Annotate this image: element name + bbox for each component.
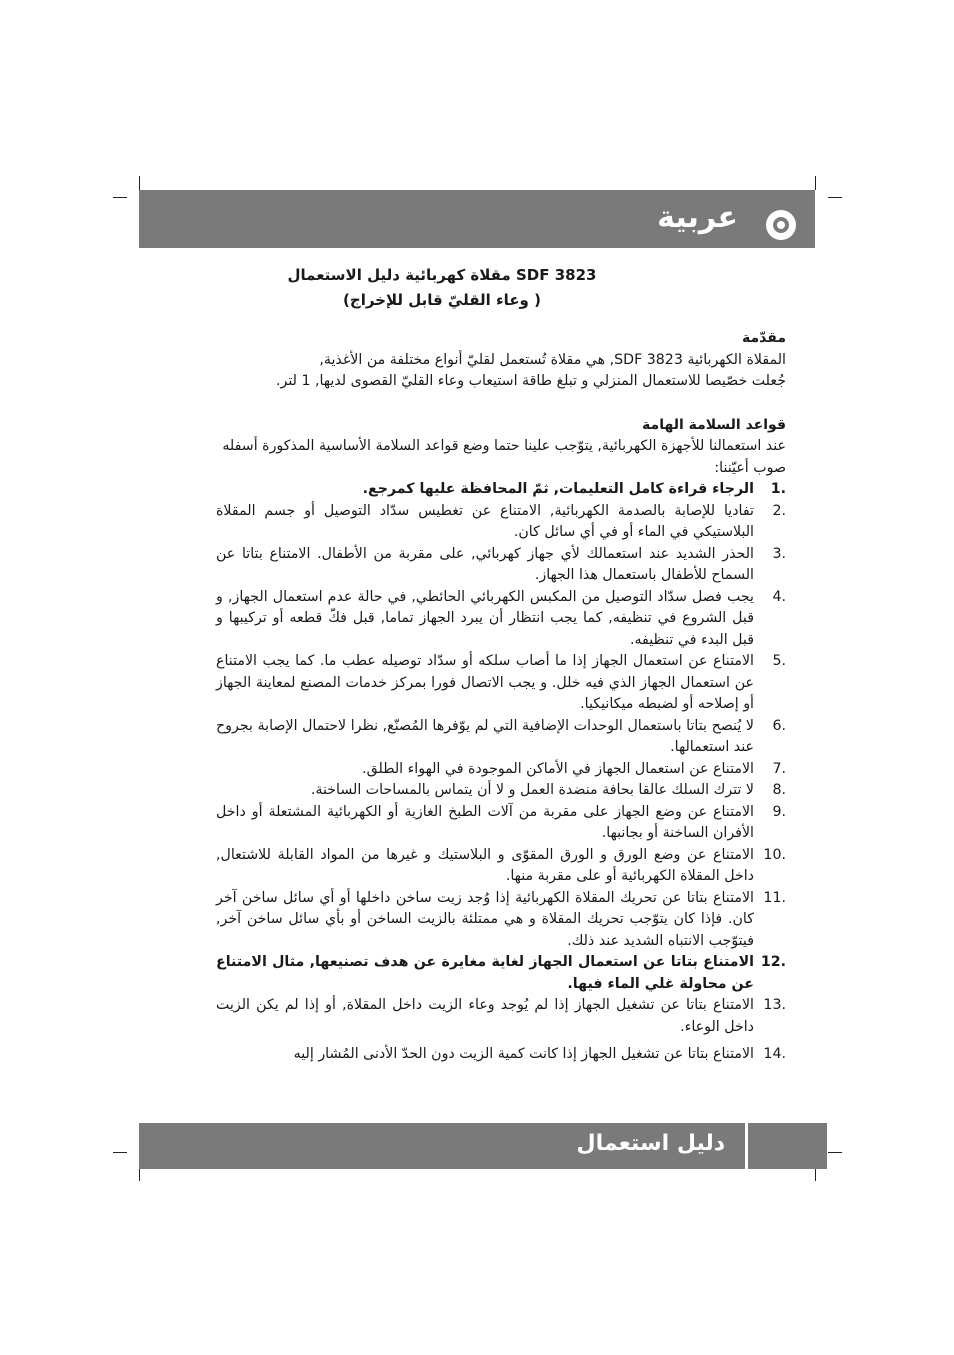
safety-rule-7 — [216, 759, 786, 781]
crop-mark-top-right — [815, 176, 816, 190]
crop-mark-top-left-h — [113, 197, 127, 198]
rule-number: 2. — [772, 502, 786, 519]
safety-rule-5 — [216, 651, 786, 716]
rule-text: تفاديا للإصابة بالصدمة الكهربائية, الامتناع عن تغطيس سدّاد التوصيل أو جسم المقلاة البلاستيكي في الماء أو في أي سائل كان. — [216, 502, 754, 540]
rule-text: الامتناع بتاتا عن تحريك المقلاة الكهربائية إذا وُجد زيت ساخن داخلها أو أي سائل ساخن آخر كان. فإذا كان يتوّجب تحريك المقلاة و هي ممتلئة بالزيت الساخن أو بأي سائل ساخن آخر, فيتوّجب الانتباه الشديد عند ذلك. — [216, 889, 754, 949]
safety-rule-2 — [216, 501, 786, 544]
rule-number: 6. — [772, 717, 786, 734]
footer-divider — [745, 1123, 748, 1169]
rule-number: 12. — [760, 954, 786, 970]
rule-text: لا تترك السلك عالقا بحافة منضدة العمل و لا أن يتماس بالمساحات الساخنة. — [310, 782, 754, 798]
footer-title: دليل استعمال — [576, 1131, 725, 1156]
rule-text: الرجاء قراءة كامل التعليمات, ثمّ المحافظة عليها كمرجع. — [362, 481, 754, 497]
rule-text: الامتناع عن وضع الورق و الورق المقوّى و البلاستيك و غيرها من المواد القابلة للاشتعال, داخل المقلاة الكهربائية أو على مقربة منها. — [216, 846, 754, 884]
brand-logo-dot — [777, 221, 785, 229]
rule-text: الحذر الشديد عند استعمالك لأي جهاز كهربائي, على مقربة من الأطفال. الامتناع بتاتا عن السماح للأطفال باستعمال هذا الجهاز. — [216, 545, 754, 583]
rule-text: الامتناع بتاتا عن تشغيل الجهاز إذا كانت كمية الزيت دون الحدّ الأدنى المُشار إليه — [293, 1046, 754, 1062]
crop-mark-bottom-left — [139, 1167, 140, 1181]
rule-number: 8. — [772, 782, 786, 798]
rule-text: الامتناع عن استعمال الجهاز إذا ما أصاب سلكه أو سدّاد توصيله عطب ما. كما يجب الامتناع عن استعمال الجهاز الذي فيه خلل. و يجب الاتصال فورا بمركز خدمات المصنع لمعاينة الجهاز أو إصلاحه أو لضبطه ميكانيكيا. — [216, 653, 754, 712]
rule-number: 1. — [770, 481, 786, 497]
rule-number: 11. — [763, 889, 786, 906]
safety-rule-1 — [216, 479, 786, 501]
rule-text: الامتناع بتاتا عن استعمال الجهاز لغاية مغايرة عن هدف تصنيعها, مثال الامتناع عن محاولة غلي الماء فيها. — [216, 954, 754, 992]
safety-intro: عند استعمالنا للأجهزة الكهربائية, يتوّجب علينا حتما وضع قواعد السلامة الأساسية المذكورة أسفله صوب أعيّننا: — [222, 438, 786, 476]
safety-heading: قواعد السلامة الهامة — [642, 416, 786, 433]
language-title: عربية — [657, 200, 738, 235]
rule-text: الامتناع عن استعمال الجهاز في الأماكن الموجودة في الهواء الطلق. — [362, 760, 754, 777]
rule-number: 7. — [772, 760, 786, 777]
rule-text: يجب فصل سدّاد التوصيل من المكبس الكهربائي الحائطي, في حالة عدم استعمال الجهاز, و قبل الشروع في تنظيفه, كما يجب انتظار أن يبرد الجهاز تماما, قبل فكّ قطعه أو تركيبها و قبل البدء في تنظيفه. — [216, 588, 754, 648]
rule-number: 10. — [763, 846, 786, 863]
intro-heading: مقدّمة — [742, 330, 786, 346]
safety-rule-9 — [216, 802, 786, 845]
safety-rule-4 — [216, 587, 786, 652]
safety-rules-list — [216, 479, 786, 1066]
safety-rule-13 — [216, 995, 786, 1038]
main-content — [216, 328, 786, 1066]
rule-number: 9. — [772, 803, 786, 820]
intro-line-1: المقلاة الكهربائية SDF 3823, هي مقلاة تُستعمل لقليّ أنواع مختلفة من الأغذية, — [319, 351, 786, 368]
rule-text: الامتناع عن وضع الجهاز على مقربة من آلات الطبخ الغازية أو الكهربائية المشتعلة أو داخل الأفران الساخنة أو بجانبها. — [216, 803, 754, 841]
rule-text: لا يُنصح بتاتا باستعمال الوحدات الإضافية التي لم يوّفرها المُصنّع, نظرا لاحتمال الإصابة بجروح عند استعمالها. — [216, 717, 754, 755]
crop-mark-bottom-right — [815, 1167, 816, 1181]
crop-mark-top-right-h — [828, 197, 842, 198]
rule-number: 3. — [772, 545, 786, 562]
crop-mark-top-left — [139, 176, 140, 190]
rule-number: 5. — [772, 653, 786, 669]
safety-rule-11 — [216, 888, 786, 953]
safety-rule-6 — [216, 716, 786, 759]
safety-rule-10 — [216, 845, 786, 888]
document-title — [250, 263, 634, 313]
intro-line-2: جُعلت خصّيصا للاستعمال المنزلي و تبلغ طاقة استيعاب وعاء القليّ القصوى لديها, 1 لتر. — [276, 373, 786, 389]
safety-rule-3 — [216, 544, 786, 587]
safety-rule-14 — [216, 1044, 786, 1066]
crop-mark-bottom-left-h — [113, 1152, 127, 1153]
safety-rule-12 — [216, 952, 786, 995]
rule-number: 14. — [763, 1046, 786, 1062]
document-title-line-2: ( وعاء القليّ قابل للإخراج) — [343, 291, 541, 309]
rule-number: 13. — [763, 997, 786, 1013]
safety-rule-8 — [216, 780, 786, 802]
rule-text: الامتناع بتاتا عن تشغيل الجهاز إذا لم يُوجد وعاء الزيت داخل المقلاة, أو إذا لم يكن الزيت داخل الوعاء. — [216, 997, 754, 1035]
document-title-line-1: SDF 3823 مقلاة كهربائية دليل الاستعمال — [287, 266, 597, 284]
rule-number: 4. — [772, 588, 786, 605]
crop-mark-bottom-right-h — [828, 1152, 842, 1153]
